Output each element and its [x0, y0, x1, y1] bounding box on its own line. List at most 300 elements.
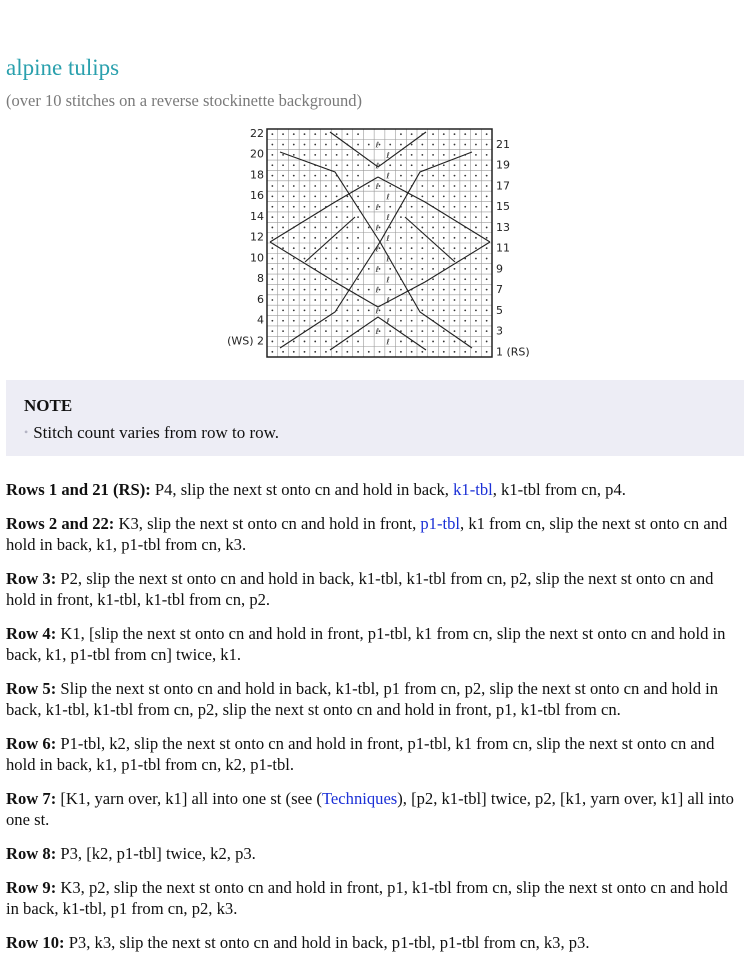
- twisted-stitch-mark: ℓ: [375, 140, 379, 150]
- purl-dot: [432, 133, 434, 135]
- purl-dot: [400, 154, 402, 156]
- purl-dot: [400, 133, 402, 135]
- purl-dot: [421, 154, 423, 156]
- purl-dot: [271, 216, 273, 218]
- purl-dot: [421, 164, 423, 166]
- purl-dot: [304, 206, 306, 208]
- purl-dot: [282, 206, 284, 208]
- purl-dot: [411, 247, 413, 249]
- purl-dot: [293, 237, 295, 239]
- purl-dot: [314, 299, 316, 301]
- purl-dot: [293, 247, 295, 249]
- page-subtitle: (over 10 stitches on a reverse stockinette background): [6, 91, 362, 110]
- row-label: Row 7:: [6, 789, 57, 808]
- chart-row-label: 13: [496, 220, 510, 234]
- purl-dot: [325, 351, 327, 353]
- purl-dot: [486, 258, 488, 260]
- purl-dot: [271, 341, 273, 343]
- chart-row-label: 16: [250, 189, 264, 203]
- purl-dot: [325, 258, 327, 260]
- purl-dot: [293, 195, 295, 197]
- twisted-stitch-mark: ℓ: [386, 275, 390, 285]
- purl-dot: [271, 299, 273, 301]
- purl-dot: [454, 227, 456, 229]
- chart-row-label: 5: [496, 303, 503, 317]
- twisted-stitch-mark: ℓ: [375, 265, 379, 275]
- purl-dot: [475, 154, 477, 156]
- purl-dot: [400, 341, 402, 343]
- row-text: P3, k3, slip the next st onto cn and hold in back, p1-tbl, p1-tbl from cn, k3, p3.: [64, 933, 590, 952]
- purl-dot: [293, 206, 295, 208]
- twisted-stitch-mark: ℓ: [386, 151, 390, 161]
- purl-dot: [475, 330, 477, 332]
- purl-dot: [443, 154, 445, 156]
- purl-dot: [304, 299, 306, 301]
- purl-dot: [336, 289, 338, 291]
- purl-dot: [464, 330, 466, 332]
- purl-dot: [314, 216, 316, 218]
- purl-dot: [486, 195, 488, 197]
- purl-dot: [432, 289, 434, 291]
- purl-dot: [443, 278, 445, 280]
- twisted-stitch-mark: ℓ: [375, 161, 379, 171]
- purl-dot: [454, 237, 456, 239]
- purl-dot: [304, 268, 306, 270]
- purl-dot: [293, 133, 295, 135]
- purl-dot: [346, 175, 348, 177]
- purl-dot: [293, 175, 295, 177]
- row-label: Row 10:: [6, 933, 65, 952]
- row-instruction: [6, 932, 744, 953]
- purl-dot: [454, 268, 456, 270]
- purl-dot: [325, 247, 327, 249]
- row-text: P3, [k2, p1-tbl] twice, k2, p3.: [56, 844, 256, 863]
- purl-dot: [464, 185, 466, 187]
- purl-dot: [282, 144, 284, 146]
- stitch-chart-graphic: [210, 122, 540, 367]
- p1-tbl-link[interactable]: p1-tbl: [420, 514, 461, 533]
- purl-dot: [432, 351, 434, 353]
- row-text: [K1, yarn over, k1] all into one st (see (: [56, 789, 322, 808]
- purl-dot: [325, 320, 327, 322]
- purl-dot: [368, 185, 370, 187]
- purl-dot: [282, 278, 284, 280]
- purl-dot: [475, 164, 477, 166]
- chart-row-label: 3: [496, 324, 503, 338]
- purl-dot: [293, 185, 295, 187]
- purl-dot: [336, 351, 338, 353]
- purl-dot: [486, 227, 488, 229]
- purl-dot: [454, 133, 456, 135]
- row-text: K1, [slip the next st onto cn and hold in front, p1-tbl, k1 from cn, slip the next st onto cn and hold in back, k1, p1-tbl from cn] twice, k1.: [6, 624, 726, 664]
- purl-dot: [421, 278, 423, 280]
- purl-dot: [400, 309, 402, 311]
- purl-dot: [271, 330, 273, 332]
- purl-dot: [454, 258, 456, 260]
- purl-dot: [454, 154, 456, 156]
- purl-dot: [368, 351, 370, 353]
- purl-dot: [293, 330, 295, 332]
- chart-row-label: 19: [496, 158, 510, 172]
- purl-dot: [336, 133, 338, 135]
- purl-dot: [368, 268, 370, 270]
- purl-dot: [443, 247, 445, 249]
- purl-dot: [282, 268, 284, 270]
- twisted-stitch-mark: ℓ: [375, 244, 379, 254]
- purl-dot: [336, 330, 338, 332]
- chart-row-label: 4: [257, 313, 264, 327]
- purl-dot: [304, 309, 306, 311]
- purl-dot: [271, 175, 273, 177]
- twisted-stitch-mark: ℓ: [386, 337, 390, 347]
- purl-dot: [475, 320, 477, 322]
- purl-dot: [432, 144, 434, 146]
- purl-dot: [389, 330, 391, 332]
- purl-dot: [454, 206, 456, 208]
- purl-dot: [346, 164, 348, 166]
- row-text: P4, slip the next st onto cn and hold in back,: [150, 480, 454, 499]
- purl-dot: [357, 258, 359, 260]
- purl-dot: [368, 289, 370, 291]
- purl-dot: [411, 330, 413, 332]
- purl-dot: [486, 341, 488, 343]
- purl-dot: [411, 258, 413, 260]
- purl-dot: [486, 175, 488, 177]
- purl-dot: [454, 164, 456, 166]
- purl-dot: [443, 185, 445, 187]
- purl-dot: [304, 164, 306, 166]
- purl-dot: [346, 216, 348, 218]
- purl-dot: [400, 175, 402, 177]
- purl-dot: [421, 330, 423, 332]
- purl-dot: [314, 341, 316, 343]
- purl-dot: [411, 216, 413, 218]
- purl-dot: [421, 247, 423, 249]
- twisted-stitch-mark: ℓ: [386, 233, 390, 243]
- purl-dot: [314, 237, 316, 239]
- purl-dot: [464, 216, 466, 218]
- purl-dot: [486, 206, 488, 208]
- purl-dot: [475, 206, 477, 208]
- purl-dot: [325, 309, 327, 311]
- purl-dot: [443, 309, 445, 311]
- purl-dot: [432, 258, 434, 260]
- purl-dot: [486, 144, 488, 146]
- twisted-stitch-mark: ℓ: [386, 316, 390, 326]
- purl-dot: [336, 164, 338, 166]
- purl-dot: [336, 206, 338, 208]
- twisted-stitch-mark: ℓ: [375, 327, 379, 337]
- purl-dot: [293, 258, 295, 260]
- chart-row-label: 7: [496, 283, 503, 297]
- purl-dot: [357, 320, 359, 322]
- purl-dot: [443, 216, 445, 218]
- purl-dot: [357, 133, 359, 135]
- purl-dot: [271, 351, 273, 353]
- purl-dot: [293, 144, 295, 146]
- techniques-link[interactable]: Techniques: [321, 789, 398, 808]
- purl-dot: [400, 268, 402, 270]
- purl-dot: [432, 237, 434, 239]
- purl-dot: [432, 247, 434, 249]
- purl-dot: [475, 185, 477, 187]
- purl-dot: [475, 175, 477, 177]
- purl-dot: [293, 154, 295, 156]
- row-instruction: [6, 513, 744, 555]
- row-label: Rows 1 and 21 (RS):: [6, 480, 151, 499]
- purl-dot: [282, 154, 284, 156]
- row-label: Rows 2 and 22:: [6, 514, 115, 533]
- purl-dot: [389, 185, 391, 187]
- purl-dot: [432, 227, 434, 229]
- purl-dot: [475, 268, 477, 270]
- purl-dot: [454, 247, 456, 249]
- purl-dot: [357, 154, 359, 156]
- purl-dot: [486, 320, 488, 322]
- purl-dot: [475, 216, 477, 218]
- purl-dot: [400, 320, 402, 322]
- purl-dot: [314, 330, 316, 332]
- purl-dot: [282, 133, 284, 135]
- purl-dot: [486, 185, 488, 187]
- purl-dot: [368, 309, 370, 311]
- purl-dot: [293, 278, 295, 280]
- purl-dot: [346, 237, 348, 239]
- purl-dot: [432, 216, 434, 218]
- purl-dot: [421, 144, 423, 146]
- twisted-stitch-mark: ℓ: [386, 213, 390, 223]
- purl-dot: [336, 247, 338, 249]
- twisted-stitch-mark: ℓ: [375, 202, 379, 212]
- purl-dot: [346, 227, 348, 229]
- purl-dot: [336, 278, 338, 280]
- twisted-stitch-mark: ℓ: [375, 306, 379, 316]
- purl-dot: [336, 144, 338, 146]
- purl-dot: [304, 216, 306, 218]
- purl-dot: [421, 237, 423, 239]
- purl-dot: [336, 227, 338, 229]
- purl-dot: [389, 309, 391, 311]
- purl-dot: [336, 154, 338, 156]
- purl-dot: [271, 268, 273, 270]
- purl-dot: [486, 278, 488, 280]
- twisted-stitch-mark: ℓ: [386, 171, 390, 181]
- purl-dot: [421, 309, 423, 311]
- purl-dot: [357, 237, 359, 239]
- purl-dot: [304, 258, 306, 260]
- purl-dot: [432, 154, 434, 156]
- purl-dot: [421, 227, 423, 229]
- purl-dot: [314, 289, 316, 291]
- purl-dot: [443, 341, 445, 343]
- purl-dot: [454, 351, 456, 353]
- purl-dot: [336, 320, 338, 322]
- purl-dot: [421, 185, 423, 187]
- purl-dot: [464, 278, 466, 280]
- purl-dot: [357, 216, 359, 218]
- purl-dot: [282, 185, 284, 187]
- purl-dot: [325, 185, 327, 187]
- chart-row-label: 14: [250, 209, 264, 223]
- purl-dot: [475, 195, 477, 197]
- twisted-stitch-mark: ℓ: [375, 182, 379, 192]
- k1-tbl-link[interactable]: k1-tbl: [453, 480, 493, 499]
- row-label: Row 6:: [6, 734, 57, 753]
- purl-dot: [421, 268, 423, 270]
- purl-dot: [314, 351, 316, 353]
- purl-dot: [421, 320, 423, 322]
- purl-dot: [475, 237, 477, 239]
- purl-dot: [454, 144, 456, 146]
- purl-dot: [282, 309, 284, 311]
- purl-dot: [475, 351, 477, 353]
- purl-dot: [486, 164, 488, 166]
- purl-dot: [346, 185, 348, 187]
- purl-dot: [314, 185, 316, 187]
- purl-dot: [271, 164, 273, 166]
- purl-dot: [400, 185, 402, 187]
- purl-dot: [421, 289, 423, 291]
- twisted-stitch-mark: ℓ: [386, 254, 390, 264]
- purl-dot: [271, 195, 273, 197]
- row-instruction: [6, 479, 744, 500]
- chart-row-label: 10: [250, 251, 264, 265]
- purl-dot: [346, 320, 348, 322]
- purl-dot: [357, 309, 359, 311]
- row-instruction: [6, 733, 744, 775]
- purl-dot: [389, 351, 391, 353]
- purl-dot: [454, 216, 456, 218]
- purl-dot: [325, 133, 327, 135]
- purl-dot: [357, 185, 359, 187]
- purl-dot: [421, 206, 423, 208]
- row-label: Row 8:: [6, 844, 57, 863]
- purl-dot: [464, 309, 466, 311]
- chart-row-label: 8: [257, 272, 264, 286]
- purl-dot: [304, 351, 306, 353]
- purl-dot: [486, 247, 488, 249]
- purl-dot: [389, 227, 391, 229]
- purl-dot: [314, 133, 316, 135]
- purl-dot: [432, 195, 434, 197]
- purl-dot: [293, 268, 295, 270]
- purl-dot: [454, 289, 456, 291]
- purl-dot: [475, 309, 477, 311]
- purl-dot: [432, 299, 434, 301]
- purl-dot: [271, 206, 273, 208]
- purl-dot: [454, 341, 456, 343]
- purl-dot: [432, 175, 434, 177]
- purl-dot: [486, 216, 488, 218]
- purl-dot: [400, 195, 402, 197]
- purl-dot: [314, 144, 316, 146]
- purl-dot: [443, 320, 445, 322]
- purl-dot: [432, 268, 434, 270]
- purl-dot: [421, 351, 423, 353]
- purl-dot: [411, 320, 413, 322]
- purl-dot: [325, 154, 327, 156]
- chart-row-label: 17: [496, 179, 510, 193]
- purl-dot: [464, 237, 466, 239]
- purl-dot: [314, 227, 316, 229]
- purl-dot: [389, 289, 391, 291]
- purl-dot: [304, 144, 306, 146]
- purl-dot: [421, 258, 423, 260]
- purl-dot: [282, 237, 284, 239]
- purl-dot: [314, 195, 316, 197]
- purl-dot: [325, 268, 327, 270]
- purl-dot: [336, 299, 338, 301]
- purl-dot: [486, 351, 488, 353]
- purl-dot: [325, 216, 327, 218]
- note-box: [6, 380, 744, 456]
- purl-dot: [357, 247, 359, 249]
- purl-dot: [475, 341, 477, 343]
- chart-row-label: 1 (RS): [496, 345, 530, 359]
- twisted-stitch-mark: ℓ: [375, 223, 379, 233]
- purl-dot: [443, 330, 445, 332]
- purl-dot: [304, 133, 306, 135]
- row-instruction: [6, 678, 744, 720]
- twisted-stitch-mark: ℓ: [386, 296, 390, 306]
- purl-dot: [357, 195, 359, 197]
- purl-dot: [304, 289, 306, 291]
- purl-dot: [357, 227, 359, 229]
- row-instruction: [6, 623, 744, 665]
- purl-dot: [454, 195, 456, 197]
- purl-dot: [271, 133, 273, 135]
- purl-dot: [336, 341, 338, 343]
- row-text: ), [p2, k1-tbl] twice, p2, [k1, yarn over, k1] all into one st.: [6, 789, 734, 829]
- page-title: alpine tulips: [6, 55, 120, 80]
- chart-row-label: 20: [250, 147, 264, 161]
- purl-dot: [293, 289, 295, 291]
- purl-dot: [304, 195, 306, 197]
- purl-dot: [346, 330, 348, 332]
- row-label: Row 9:: [6, 878, 57, 897]
- purl-dot: [389, 268, 391, 270]
- purl-dot: [314, 247, 316, 249]
- purl-dot: [325, 278, 327, 280]
- purl-dot: [443, 164, 445, 166]
- purl-dot: [464, 206, 466, 208]
- purl-dot: [411, 237, 413, 239]
- purl-dot: [454, 299, 456, 301]
- purl-dot: [475, 278, 477, 280]
- purl-dot: [336, 216, 338, 218]
- purl-dot: [346, 154, 348, 156]
- chart-row-label: 18: [250, 168, 264, 182]
- purl-dot: [379, 351, 381, 353]
- purl-dot: [346, 299, 348, 301]
- purl-dot: [325, 227, 327, 229]
- purl-dot: [336, 185, 338, 187]
- purl-dot: [421, 299, 423, 301]
- purl-dot: [336, 237, 338, 239]
- purl-dot: [411, 144, 413, 146]
- purl-dot: [346, 351, 348, 353]
- purl-dot: [400, 227, 402, 229]
- purl-dot: [443, 144, 445, 146]
- row-text: P1-tbl, k2, slip the next st onto cn and hold in front, p1-tbl, k1 from cn, slip the next st onto cn and hold in back, k1, p1-tbl from cn, k2, p1-tbl.: [6, 734, 715, 774]
- purl-dot: [282, 299, 284, 301]
- purl-dot: [271, 227, 273, 229]
- purl-dot: [314, 278, 316, 280]
- purl-dot: [389, 144, 391, 146]
- purl-dot: [475, 227, 477, 229]
- purl-dot: [400, 237, 402, 239]
- purl-dot: [325, 144, 327, 146]
